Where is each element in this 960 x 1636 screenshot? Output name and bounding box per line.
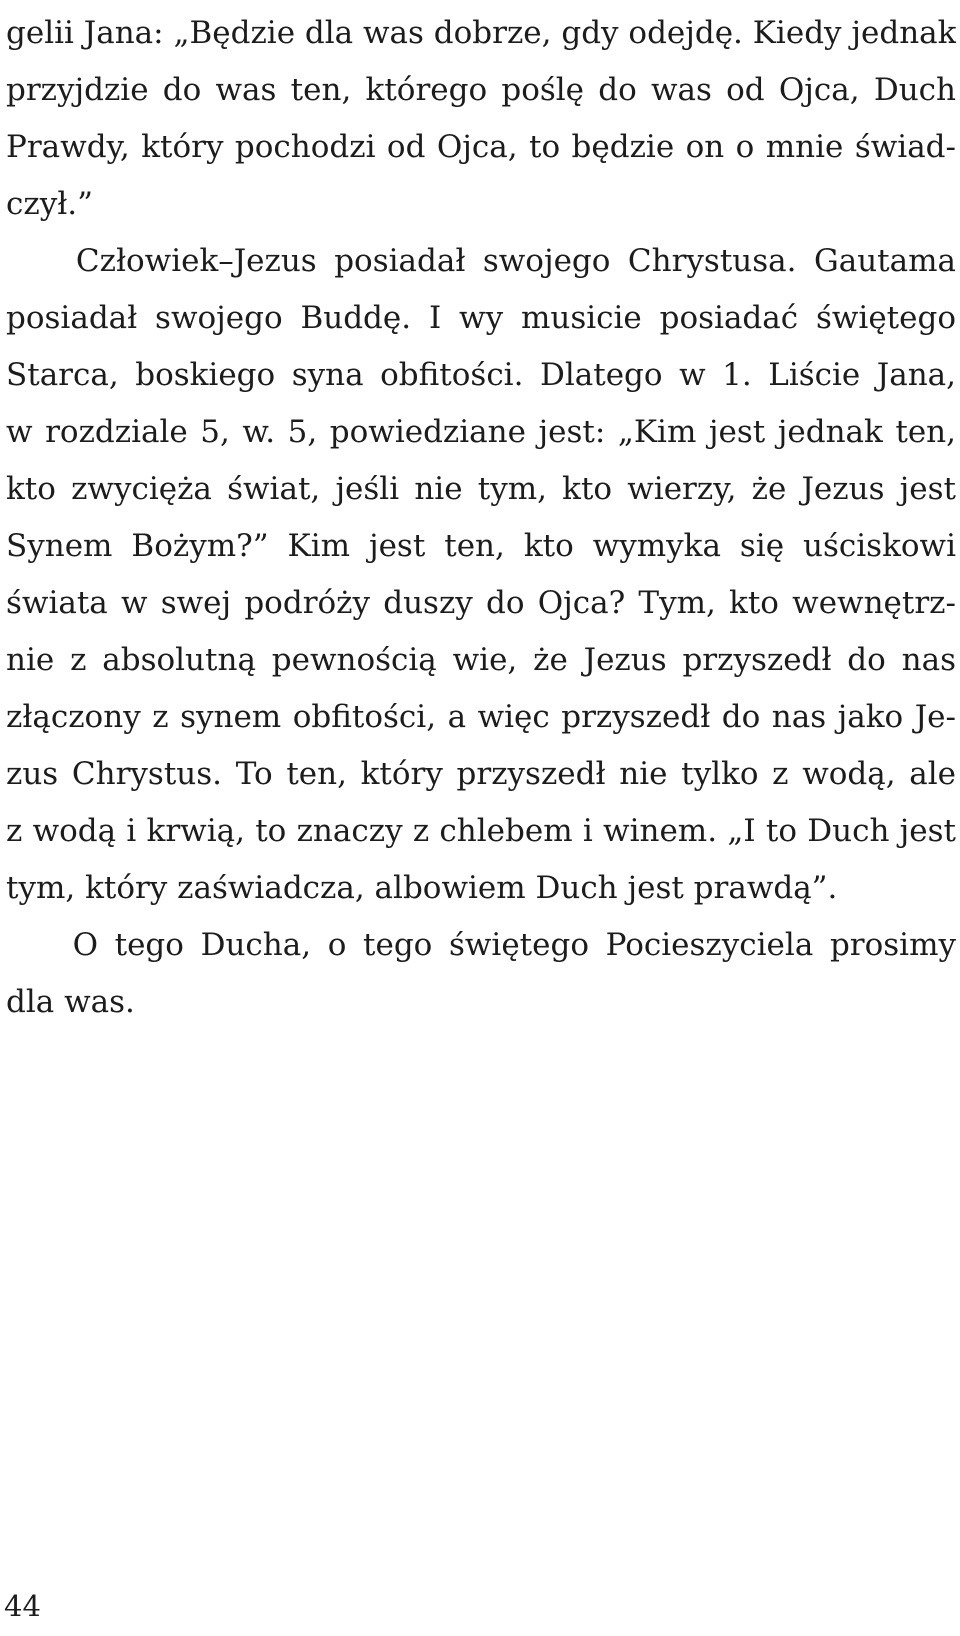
text-line: Prawdy, który pochodzi od Ojca, to będzie on o mnie świad-	[6, 129, 956, 165]
text-line: z wodą i krwią, to znaczy z chlebem i winem. „I to Duch jest	[6, 813, 956, 849]
text-line: przyjdzie do was ten, którego poślę do was od Ojca, Duch	[6, 72, 956, 108]
text-line: Synem Bożym?” Kim jest ten, kto wymyka się uściskowi	[6, 528, 956, 564]
text-line: w rozdziale 5, w. 5, powiedziane jest: „Kim jest jednak ten,	[6, 414, 956, 450]
text-line: posiadał swojego Buddę. I wy musicie posiadać świętego	[6, 300, 956, 336]
text-line: gelii Jana: „Będzie dla was dobrze, gdy odejdę. Kiedy jednak	[6, 15, 956, 51]
text-line: Człowiek–Jezus posiadał swojego Chrystusa. Gautama	[6, 243, 956, 279]
body-text	[6, 6, 956, 1032]
text-line: tym, który zaświadcza, albowiem Duch jest prawdą”.	[6, 870, 838, 906]
page-number: 44	[4, 1589, 41, 1623]
text-line: Starca, boskiego syna obfitości. Dlatego w 1. Liście Jana,	[6, 357, 956, 393]
text-line: czył.”	[6, 186, 93, 222]
text-line: złączony z synem obfitości, a więc przyszedł do nas jako Je-	[6, 699, 956, 735]
text-line: nie z absolutną pewnością wie, że Jezus przyszedł do nas	[6, 642, 956, 678]
text-line: zus Chrystus. To ten, który przyszedł nie tylko z wodą, ale	[6, 756, 956, 792]
text-line: kto zwycięża świat, jeśli nie tym, kto wierzy, że Jezus jest	[6, 471, 956, 507]
text-line: świata w swej podróży duszy do Ojca? Tym, kto wewnętrz-	[6, 585, 956, 621]
text-line: O tego Ducha, o tego świętego Pocieszyciela prosimy	[6, 927, 956, 963]
text-line: dla was.	[6, 984, 135, 1020]
